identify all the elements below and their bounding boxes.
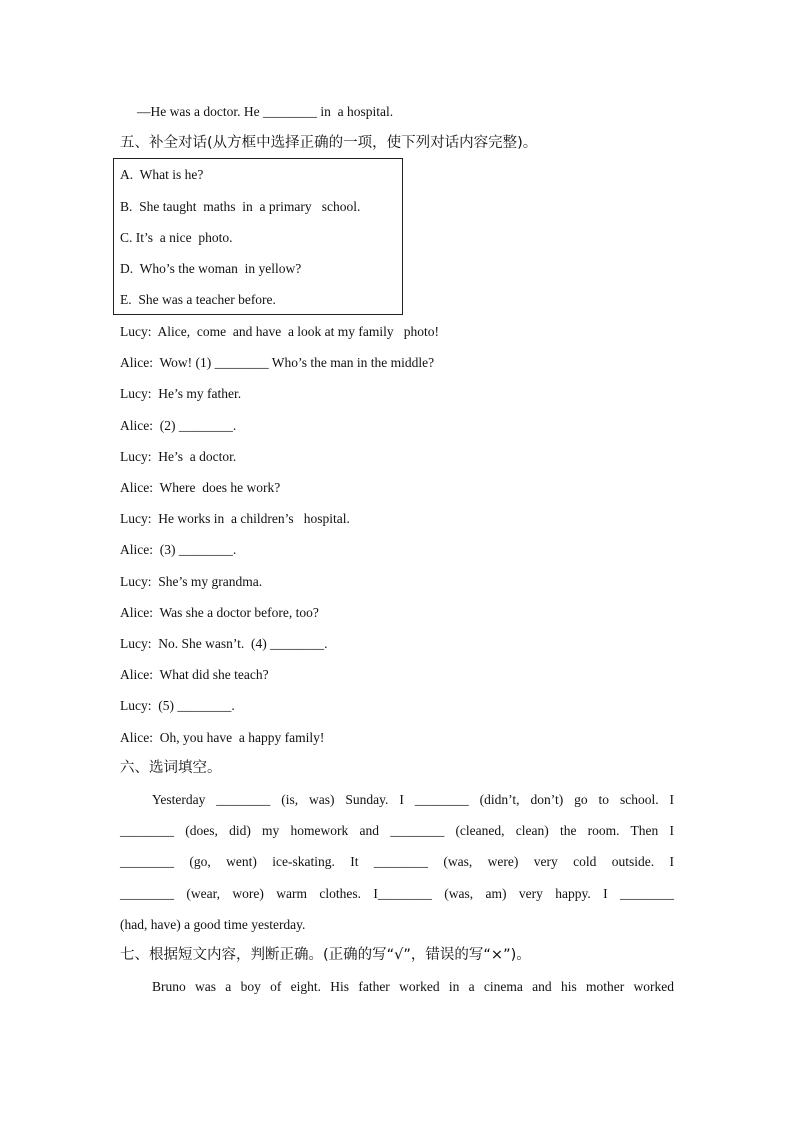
option-d: D. Who’s the woman in yellow?	[120, 261, 302, 276]
dialogue-line: Alice: (2) ________.	[120, 418, 237, 433]
passage-line-1: Bruno was a boy of eight. His father worked in a cinema and his mother worked	[152, 979, 674, 994]
dialogue-line: Alice: What did she teach?	[120, 667, 269, 682]
fill-in-line-1: Yesterday ________ (is, was) Sunday. I ________ (didn’t, don’t) go to school. I	[152, 792, 674, 807]
previous-question-line: —He was a doctor. He ________ in a hospital.	[137, 104, 394, 119]
dialogue-line: Lucy: He works in a children’s hospital.	[120, 511, 350, 526]
section-6-heading: 六、选词填空。	[120, 760, 222, 776]
dialogue-line: Lucy: (5) ________.	[120, 698, 235, 713]
option-e: E. She was a teacher before.	[120, 292, 276, 307]
dialogue-line: Lucy: He’s a doctor.	[120, 449, 237, 464]
option-c: C. It’s a nice photo.	[120, 230, 233, 245]
dialogue-line: Lucy: No. She wasn’t. (4) ________.	[120, 636, 328, 651]
dialogue-line: Lucy: He’s my father.	[120, 386, 242, 401]
option-b: B. She taught maths in a primary school.	[120, 199, 361, 214]
fill-in-line-5: (had, have) a good time yesterday.	[120, 917, 306, 932]
fill-in-line-2: ________ (does, did) my homework and ________ (cleaned, clean) the room. Then I	[120, 823, 674, 838]
section-5-heading: 五、补全对话(从方框中选择正确的一项，使下列对话内容完整)。	[120, 135, 538, 151]
dialogue-line: Alice: Wow! (1) ________ Who’s the man in the middle?	[120, 355, 435, 370]
section-7-heading: 七、根据短文内容，判断正确。(正确的写“√”，错误的写“×”)。	[120, 947, 531, 963]
dialogue-line: Alice: Oh, you have a happy family!	[120, 730, 325, 745]
dialogue-line: Alice: Was she a doctor before, too?	[120, 605, 319, 620]
fill-in-line-3: ________ (go, went) ice-skating. It ________ (was, were) very cold outside. I	[120, 854, 674, 869]
dialogue-line: Lucy: Alice, come and have a look at my family photo!	[120, 324, 440, 339]
fill-in-line-4: ________ (wear, wore) warm clothes. I________ (was, am) very happy. I ________	[120, 886, 674, 901]
dialogue-line: Lucy: She’s my grandma.	[120, 574, 263, 589]
dialogue-line: Alice: (3) ________.	[120, 542, 237, 557]
dialogue-line: Alice: Where does he work?	[120, 480, 281, 495]
option-a: A. What is he?	[120, 167, 204, 182]
